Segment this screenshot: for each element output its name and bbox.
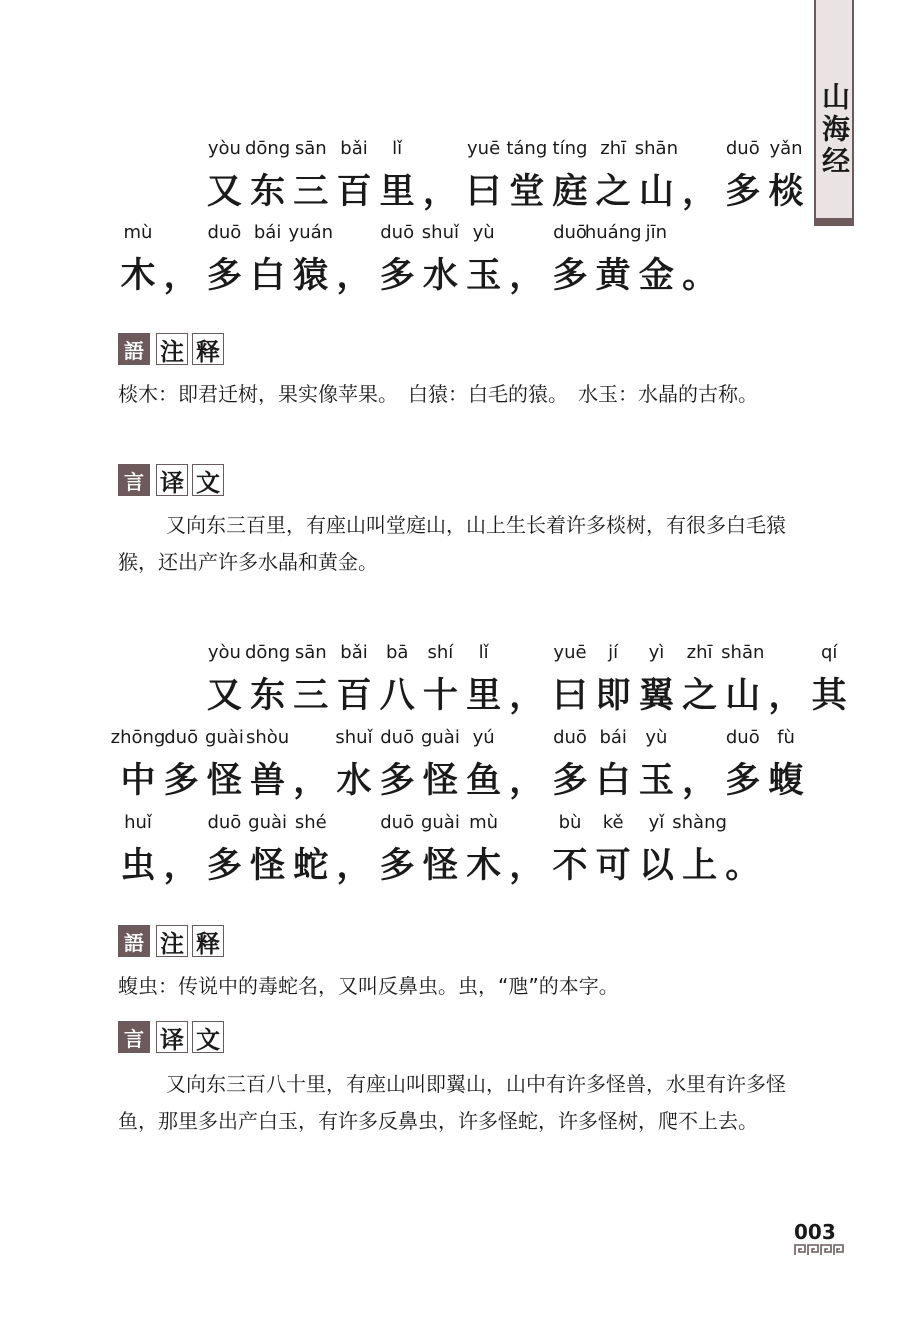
pinyin-syllable: sān [294, 138, 327, 159]
verse-line [118, 222, 798, 296]
verse-char: 金 [638, 255, 674, 296]
pinyin-syllable: yì [648, 642, 665, 663]
pinyin-syllable: shuǐ [335, 727, 373, 748]
verse-char: 蛇 [293, 845, 329, 886]
pinyin-syllable: duō [164, 727, 199, 748]
verse-char: ， [422, 171, 458, 212]
verse-char: 上 [682, 845, 718, 886]
verse-char: 多 [552, 760, 588, 801]
verse-char: 以 [638, 845, 674, 886]
verse-char: 百 [336, 171, 372, 212]
pinyin-syllable: tíng [552, 138, 588, 159]
pinyin-syllable: lǐ [392, 138, 403, 159]
verse-char: 多 [206, 255, 242, 296]
verse-char: 之 [682, 675, 718, 716]
pinyin-syllable: yòu [207, 642, 241, 663]
verse-char: ， [768, 675, 804, 716]
pinyin-syllable: fù [777, 727, 795, 748]
pinyin-syllable: huǐ [124, 812, 152, 833]
pinyin-syllable: sān [294, 642, 327, 663]
translation-heading [118, 463, 228, 497]
verse-char: 虫 [120, 845, 156, 886]
translation-heading-char: 文 [192, 1021, 224, 1053]
verse-char: 即 [595, 675, 631, 716]
verse-char: 怪 [422, 760, 458, 801]
pinyin-syllable: shòu [245, 727, 290, 748]
pinyin-syllable: yù [472, 222, 495, 243]
verse-line [118, 812, 798, 886]
pinyin-syllable: shí [427, 642, 454, 663]
pinyin-syllable: duō [380, 812, 415, 833]
verse-char: 曰 [466, 171, 502, 212]
verse-char: ， [509, 255, 545, 296]
pinyin-syllable: guài [420, 812, 460, 833]
pinyin-syllable: shé [294, 812, 327, 833]
pinyin-syllable: bái [599, 727, 627, 748]
verse-char: ， [336, 845, 372, 886]
pinyin-syllable: yuē [467, 138, 501, 159]
verse-char: 怪 [250, 845, 286, 886]
notes-heading [118, 332, 228, 366]
verse-char: 又 [206, 675, 242, 716]
verse-char: 多 [163, 760, 199, 801]
verse-char: ， [163, 845, 199, 886]
translation-heading-char: 文 [192, 464, 224, 496]
verse-char: ， [682, 760, 718, 801]
pinyin-syllable: shān [721, 642, 765, 663]
verse-char: ， [293, 760, 329, 801]
translation-heading [118, 1020, 228, 1054]
verse-char: 。 [725, 845, 761, 886]
pinyin-syllable: yú [472, 727, 495, 748]
note-text: 蝮虫：传说中的毒蛇名，又叫反鼻虫。虫，“虺”的本字。 [118, 974, 619, 998]
notes-seal-icon: 語 [118, 925, 150, 957]
verse-char: 猿 [293, 255, 329, 296]
pinyin-syllable: shàng [672, 812, 727, 833]
pinyin-syllable: zhī [600, 138, 627, 159]
pinyin-syllable: bǎi [340, 138, 368, 159]
translation-seal-icon: 言 [118, 464, 150, 496]
verse-char: 曰 [552, 675, 588, 716]
pinyin-syllable: duō [207, 812, 242, 833]
notes-heading-char: 释 [192, 925, 224, 957]
verse-char: 其 [811, 675, 847, 716]
pinyin-syllable: duō [725, 138, 760, 159]
chapter-title: 山海经 [818, 82, 851, 178]
verse-char: 兽 [250, 760, 286, 801]
fret-ornament-icon [794, 1244, 844, 1256]
verse-char: 里 [379, 171, 415, 212]
verse-char: 黄 [595, 255, 631, 296]
verse-char: ， [682, 171, 718, 212]
verse-char: 之 [595, 171, 631, 212]
note-text: 棪木：即君迁树，果实像苹果。 白猿：白毛的猿。 水玉：水晶的古称。 [118, 382, 758, 406]
verse-char: 中 [120, 760, 156, 801]
verse-char: 白 [595, 760, 631, 801]
verse-char: 山 [638, 171, 674, 212]
pinyin-syllable: bái [253, 222, 282, 243]
pinyin-syllable: huáng [584, 222, 642, 243]
verse-char: 百 [336, 675, 372, 716]
pinyin-syllable: dōng [244, 138, 291, 159]
pinyin-syllable: duō [553, 727, 587, 748]
verse-char: 不 [552, 845, 588, 886]
verse-char: 怪 [206, 760, 242, 801]
translation-text: 又向东三百八十里，有座山叫即翼山，山中有许多怪兽，水里有许多怪鱼，那里多出产白玉，有许多反鼻虫，许多怪蛇，许多怪树，爬不上去。 [118, 1072, 786, 1133]
pinyin-syllable: lǐ [478, 642, 489, 663]
verse-char: 可 [595, 845, 631, 886]
pinyin-syllable: mù [469, 812, 499, 833]
verse-char: 白 [250, 255, 286, 296]
verse-char: 多 [725, 760, 761, 801]
translation-text: 又向东三百里，有座山叫堂庭山，山上生长着许多棪树，有很多白毛猿猴，还出产许多水晶和黄金。 [118, 513, 786, 574]
verse-char: 木 [466, 845, 502, 886]
verse-char: 多 [552, 255, 588, 296]
translation-heading-char: 译 [156, 464, 188, 496]
pinyin-syllable: yuē [553, 642, 587, 663]
pinyin-syllable: jīn [645, 222, 668, 243]
pinyin-syllable: kě [602, 812, 624, 833]
notes-heading [118, 924, 228, 958]
translation-heading-char: 译 [156, 1021, 188, 1053]
verse-char: 蝮 [768, 760, 804, 801]
verse-char: 八 [379, 675, 415, 716]
pinyin-syllable: duō [380, 727, 415, 748]
verse-char: 山 [725, 675, 761, 716]
notes-heading-char: 注 [156, 333, 188, 365]
notes-heading-char: 释 [192, 333, 224, 365]
pinyin-syllable: táng [506, 138, 548, 159]
notes-heading-char: 注 [156, 925, 188, 957]
verse-char: 棪 [768, 171, 804, 212]
page-number: 003 [794, 1220, 836, 1244]
verse-char: ， [509, 845, 545, 886]
pinyin-syllable: duō [207, 222, 242, 243]
pinyin-syllable: duō [380, 222, 415, 243]
verse-line [110, 727, 804, 801]
verse-char: 多 [379, 255, 415, 296]
verse-char: 里 [466, 675, 502, 716]
pinyin-syllable: zhōng [110, 727, 166, 748]
chapter-side-tab [814, 0, 854, 226]
pinyin-syllable: mù [123, 222, 153, 243]
translation-seal-icon: 言 [118, 1021, 150, 1053]
pinyin-syllable: bǎi [340, 642, 368, 663]
verse-char: 东 [250, 675, 286, 716]
verse-char: 木 [120, 255, 156, 296]
pinyin-syllable: yù [645, 727, 668, 748]
verse-char: ， [509, 760, 545, 801]
verse-char: 水 [422, 255, 458, 296]
pinyin-syllable: guài [204, 727, 244, 748]
pinyin-syllable: yòu [207, 138, 241, 159]
verse-char: 怪 [422, 845, 458, 886]
verse-char: 玉 [638, 760, 674, 801]
verse-char: 多 [725, 171, 761, 212]
pinyin-syllable: zhī [686, 642, 713, 663]
verse-char: 多 [379, 760, 415, 801]
pinyin-syllable: bù [558, 812, 582, 833]
verse-char: 三 [293, 675, 329, 716]
verse-char: 东 [250, 171, 286, 212]
verse-char: 鱼 [466, 760, 502, 801]
verse-char: ， [163, 255, 199, 296]
verse-char: ， [509, 675, 545, 716]
pinyin-syllable: duō [725, 727, 760, 748]
verse-char: 多 [206, 845, 242, 886]
pinyin-syllable: bā [385, 642, 409, 663]
pinyin-syllable: qí [820, 642, 838, 663]
verse-char: 多 [379, 845, 415, 886]
verse-char: 三 [293, 171, 329, 212]
pinyin-syllable: yǎn [769, 138, 803, 159]
pinyin-syllable: shuǐ [421, 222, 459, 243]
pinyin-syllable: guài [248, 812, 288, 833]
pinyin-syllable: yuán [288, 222, 334, 243]
verse-char: 十 [422, 675, 458, 716]
pinyin-syllable: guài [420, 727, 460, 748]
verse-char: 玉 [466, 255, 502, 296]
verse-char: 堂 [509, 171, 545, 212]
pinyin-syllable: jí [608, 642, 619, 663]
notes-seal-icon: 語 [118, 333, 150, 365]
verse-char: 又 [206, 171, 242, 212]
verse-char: 庭 [552, 171, 588, 212]
pinyin-syllable: dōng [244, 642, 291, 663]
verse-line [118, 138, 804, 212]
verse-char: 水 [336, 760, 372, 801]
verse-char: ， [336, 255, 372, 296]
verse-line [118, 642, 847, 716]
verse-char: 。 [682, 255, 718, 296]
verse-char: 翼 [638, 675, 674, 716]
pinyin-syllable: duō [553, 222, 587, 243]
pinyin-syllable: shān [634, 138, 679, 159]
pinyin-syllable: yǐ [648, 812, 665, 833]
